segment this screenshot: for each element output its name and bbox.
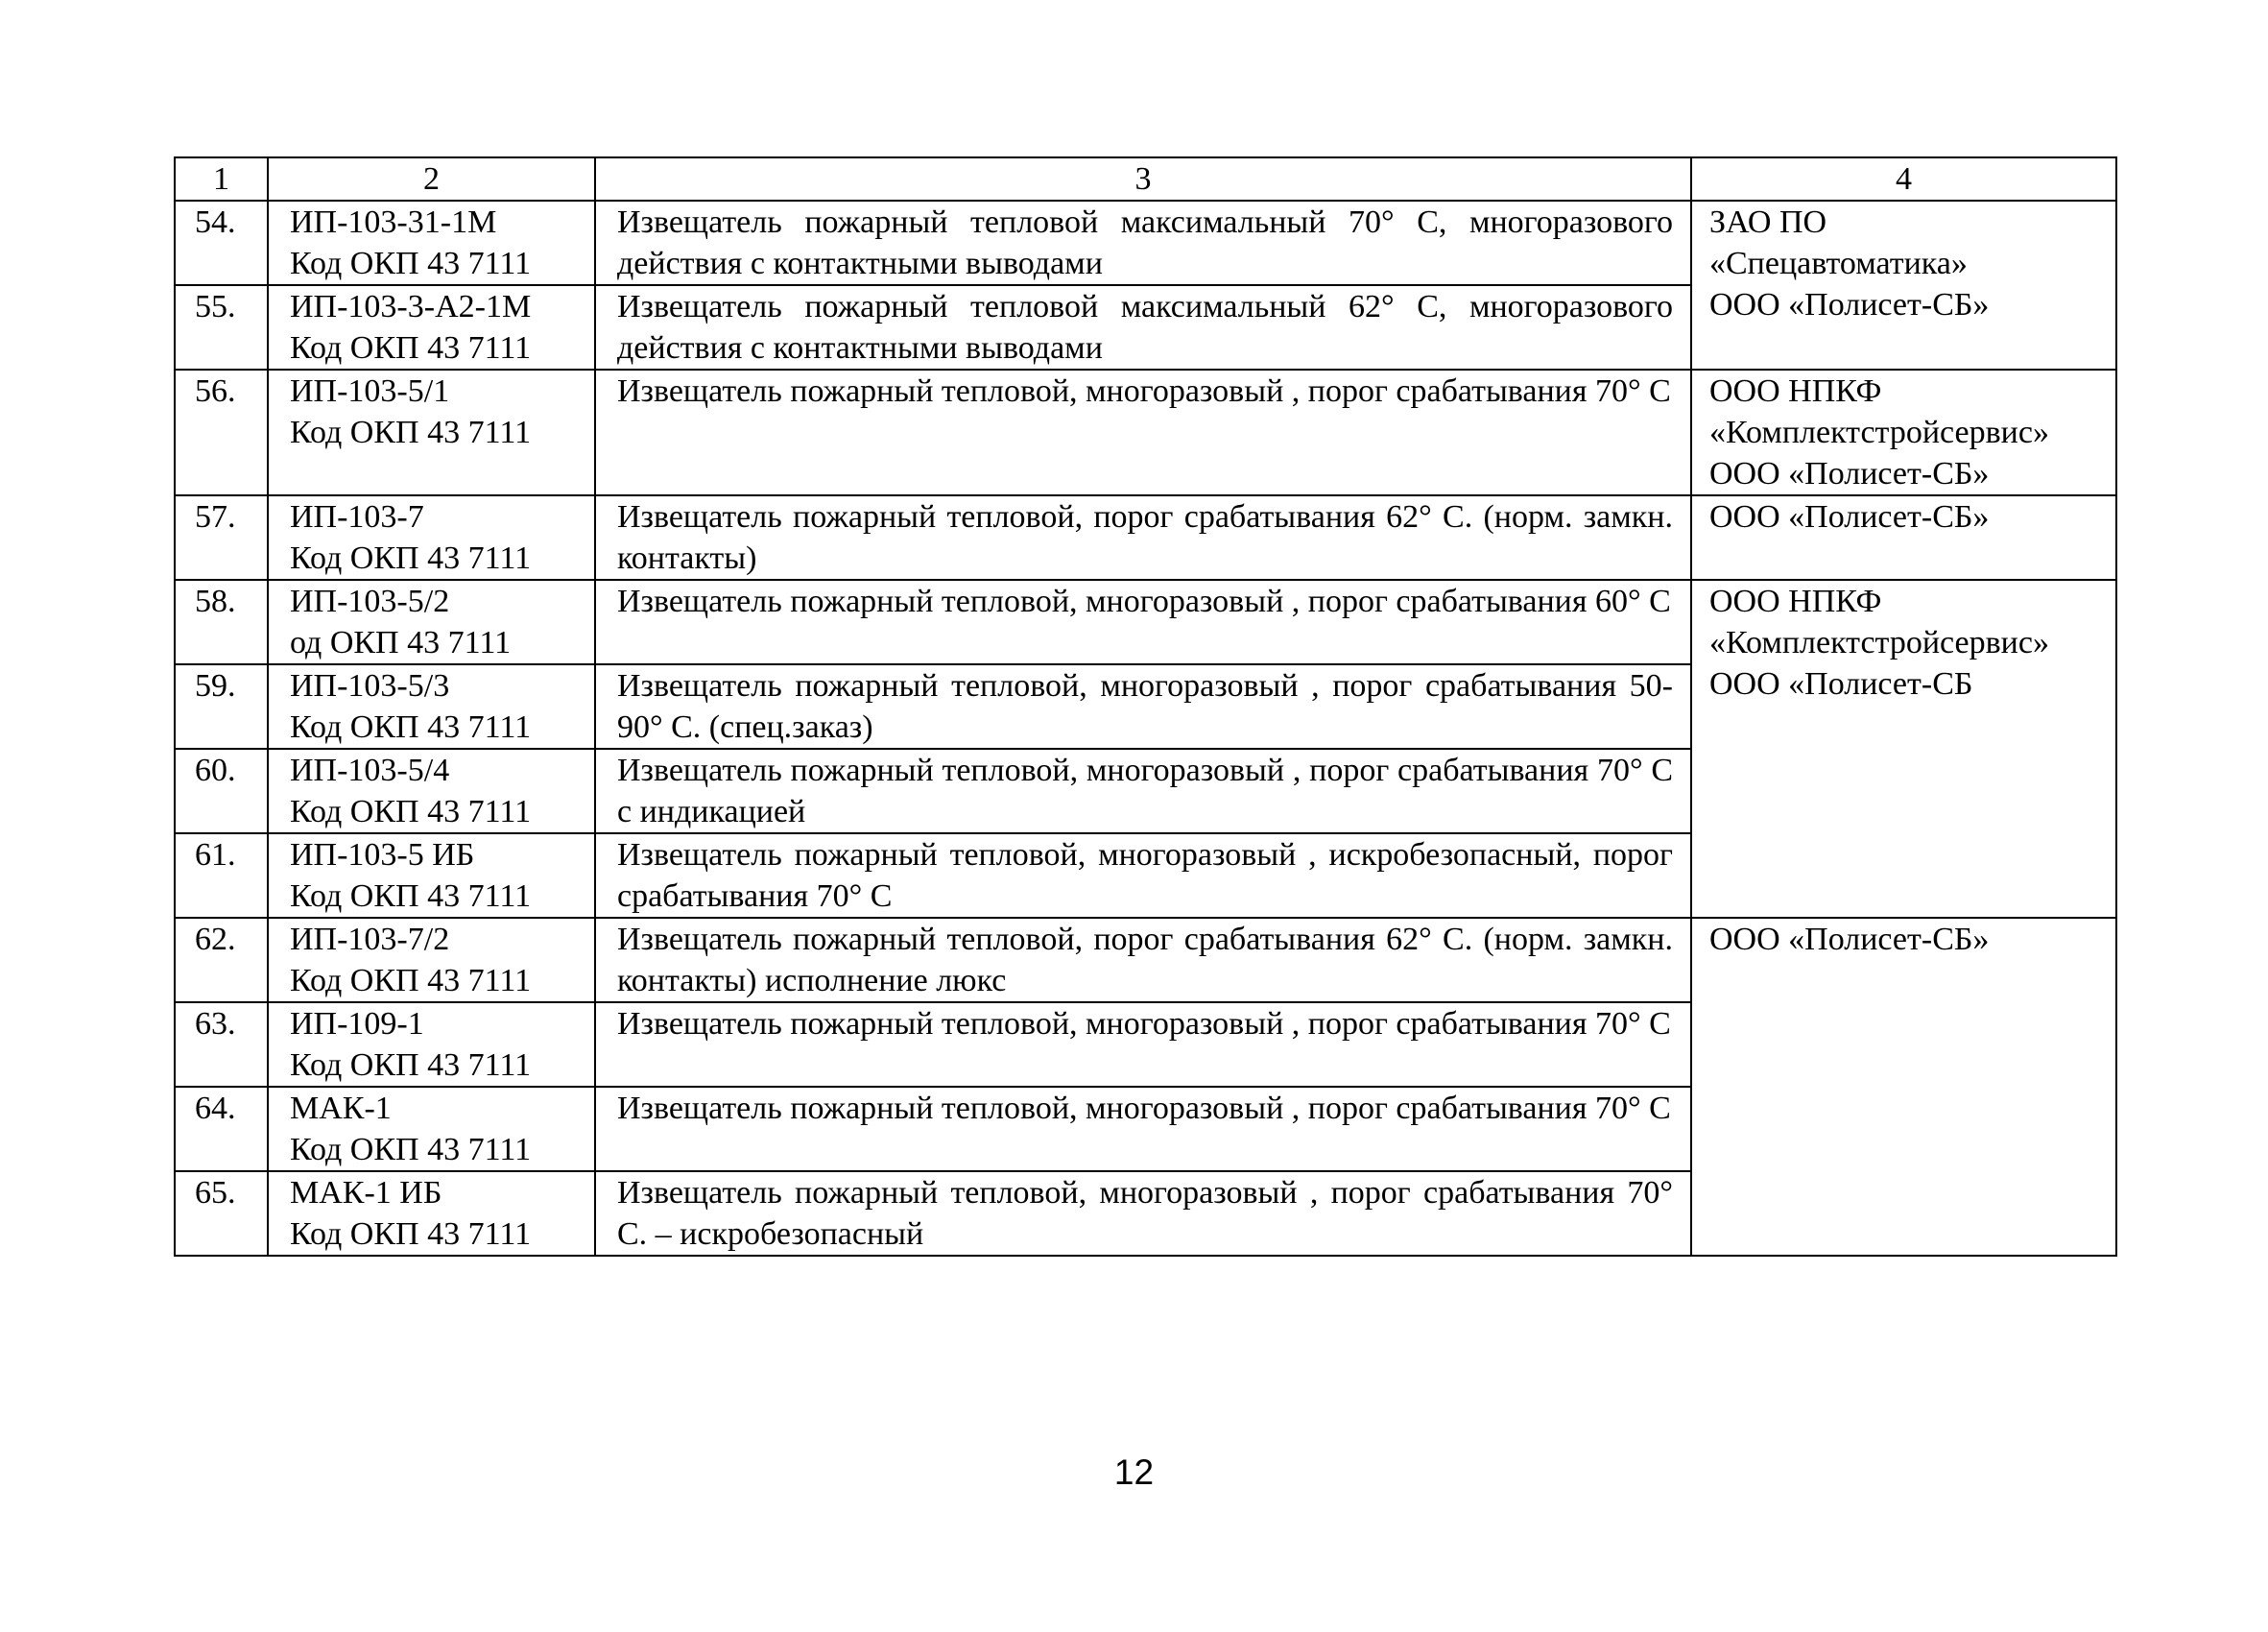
column-header-1: 1 [175,157,268,201]
manufacturer-line: ООО НПКФ [1709,373,1882,409]
model-cell [268,1087,595,1171]
products-table [174,156,2117,1257]
manufacturer-line: ЗАО ПО [1709,204,1827,240]
manufacturer-line: ООО «Полисет-СБ» [1709,499,1990,535]
manufacturer-cell [1691,370,2116,495]
column-header-3: 3 [595,157,1691,201]
row-number: 60. [175,749,268,833]
row-number: 58. [175,580,268,664]
model-name: МАК-1 [290,1091,392,1126]
okp-code: Код ОКП 43 7111 [290,794,532,829]
column-header-4: 4 [1691,157,2116,201]
okp-code: од ОКП 43 7111 [290,625,512,660]
manufacturer-cell [1691,495,2116,580]
row-number: 59. [175,664,268,749]
manufacturer-line: «Спецавтоматика» [1709,246,1968,281]
manufacturer-line: ООО «Полисет-СБ [1709,666,1973,702]
okp-code: Код ОКП 43 7111 [290,330,532,366]
row-number: 65. [175,1171,268,1256]
table-row [175,370,2116,495]
okp-code: Код ОКП 43 7111 [290,1047,532,1083]
description: Извещатель пожарный тепловой, многоразовый , искробезопасный, порог срабатывания 70° С [595,833,1691,918]
model-name: ИП-103-5/3 [290,668,450,704]
row-number: 62. [175,918,268,1002]
description: Извещатель пожарный тепловой, многоразовый , порог срабатывания 60° С [595,580,1691,664]
model-cell [268,285,595,370]
model-name: ИП-103-7/2 [290,922,450,957]
description: Извещатель пожарный тепловой, многоразовый , порог срабатывания 50-90° С. (спец.заказ) [595,664,1691,749]
table-row [175,580,2116,664]
model-cell [268,580,595,664]
okp-code: Код ОКП 43 7111 [290,878,532,914]
manufacturer-line: ООО «Полисет-СБ» [1709,287,1990,323]
okp-code: Код ОКП 43 7111 [290,540,532,576]
row-number: 64. [175,1087,268,1171]
row-number: 55. [175,285,268,370]
model-cell [268,495,595,580]
table-row [175,918,2116,1002]
row-number: 56. [175,370,268,495]
header-row [175,157,2116,201]
okp-code: Код ОКП 43 7111 [290,1216,532,1252]
model-name: ИП-103-5 ИБ [290,837,475,873]
column-header-2: 2 [268,157,595,201]
model-cell [268,833,595,918]
manufacturer-line: ООО «Полисет-СБ» [1709,456,1990,492]
page-number: 12 [1113,1452,1155,1492]
model-cell [268,664,595,749]
description: Извещатель пожарный тепловой максимальный 70° С, многоразового действия с контактными выводами [595,201,1691,285]
row-number: 57. [175,495,268,580]
manufacturer-cell [1691,580,2116,918]
description: Извещатель пожарный тепловой, многоразовый , порог срабатывания 70° С с индикацией [595,749,1691,833]
model-cell [268,201,595,285]
model-name: ИП-103-5/2 [290,584,450,619]
model-name: ИП-103-3-А2-1М [290,289,532,324]
okp-code: Код ОКП 43 7111 [290,963,532,998]
model-cell [268,749,595,833]
row-number: 61. [175,833,268,918]
model-name: ИП-103-5/1 [290,373,450,409]
model-name: ИП-109-1 [290,1006,424,1042]
model-name: МАК-1 ИБ [290,1175,442,1211]
description: Извещатель пожарный тепловой, многоразовый , порог срабатывания 70° С [595,1087,1691,1171]
table-row [175,495,2116,580]
model-name: ИП-103-7 [290,499,424,535]
model-cell [268,370,595,495]
row-number: 54. [175,201,268,285]
table-row [175,201,2116,285]
description: Извещатель пожарный тепловой, порог срабатывания 62° С. (норм. замкн. контакты) [595,495,1691,580]
description: Извещатель пожарный тепловой, порог срабатывания 62° С. (норм. замкн. контакты) исполнение люкс [595,918,1691,1002]
model-cell [268,918,595,1002]
row-number: 63. [175,1002,268,1087]
description: Извещатель пожарный тепловой, многоразовый , порог срабатывания 70° С [595,370,1691,495]
manufacturer-line: «Комплектстройсервис» [1709,625,2049,660]
model-cell [268,1171,595,1256]
okp-code: Код ОКП 43 7111 [290,709,532,745]
okp-code: Код ОКП 43 7111 [290,415,532,450]
description: Извещатель пожарный тепловой, многоразовый , порог срабатывания 70° С. – искробезопасный [595,1171,1691,1256]
manufacturer-line: ООО «Полисет-СБ» [1709,922,1990,957]
model-name: ИП-103-31-1М [290,204,497,240]
manufacturer-cell [1691,918,2116,1256]
description: Извещатель пожарный тепловой максимальный 62° С, многоразового действия с контактными выводами [595,285,1691,370]
okp-code: Код ОКП 43 7111 [290,1132,532,1167]
description: Извещатель пожарный тепловой, многоразовый , порог срабатывания 70° С [595,1002,1691,1087]
model-name: ИП-103-5/4 [290,753,450,788]
okp-code: Код ОКП 43 7111 [290,246,532,281]
manufacturer-line: «Комплектстройсервис» [1709,415,2049,450]
manufacturer-line: ООО НПКФ [1709,584,1882,619]
model-cell [268,1002,595,1087]
manufacturer-cell [1691,201,2116,370]
